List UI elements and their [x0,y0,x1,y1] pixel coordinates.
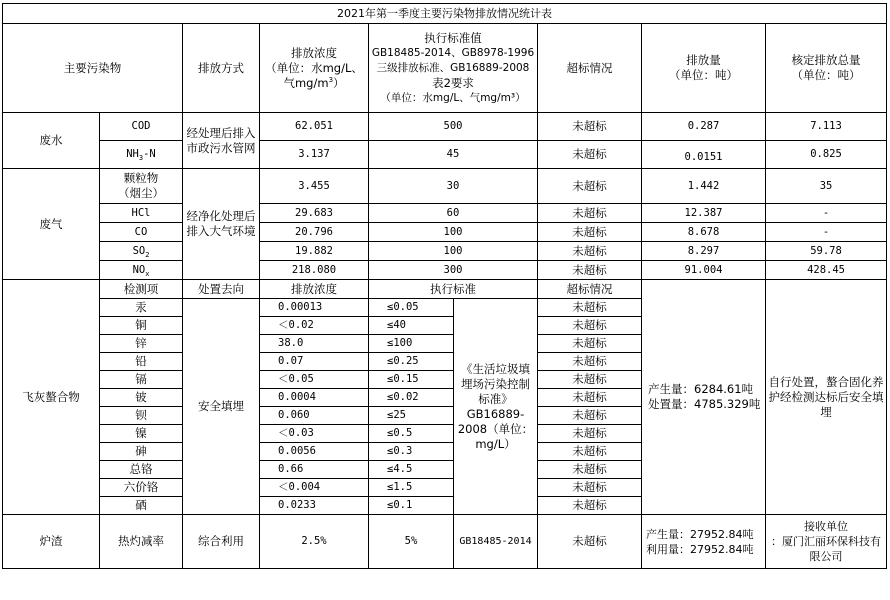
fa-conc: 0.66 [260,461,369,479]
slag-item: 热灼减率 [100,515,183,569]
ex-item: HCl [100,204,183,223]
fa-item: 硒 [100,497,183,515]
slag-amount: 产生量：27952.84吨 利用量：27952.84吨 [642,515,766,569]
ex-conc: 218.080 [260,261,369,280]
fa-conc: ＜0.02 [260,317,369,335]
ex-amount: 8.678 [642,223,766,242]
ex-exceed: 未超标 [538,261,642,280]
fa-item: 钡 [100,407,183,425]
header-approved: 核定排放总量 （单位：吨） [766,24,887,113]
table-title: 2021年第一季度主要污染物排放情况统计表 [3,4,887,24]
fa-limit: ≤0.05 [369,299,454,317]
header-amount: 排放量 （单位：吨） [642,24,766,113]
ww-item: COD [100,113,183,141]
category-slag: 炉渣 [3,515,100,569]
fa-exceed: 未超标 [538,461,642,479]
slag-std: GB18485-2014 [454,515,538,569]
emissions-table [2,3,887,569]
fa-limit: ≤0.1 [369,497,454,515]
fa-amount: 产生量：6284.61吨 处置量：4785.329吨 [642,280,766,515]
fa-exceed: 未超标 [538,317,642,335]
header-concentration: 排放浓度 （单位：水mg/L、 气$mg/m^3$） [260,24,369,113]
ex-approved: - [766,223,887,242]
header-method: 排放方式 [183,24,260,113]
ex-conc: 3.455 [260,169,369,204]
fa-limit: ≤4.5 [369,461,454,479]
fa-conc: ＜0.05 [260,371,369,389]
ex-approved: 428.45 [766,261,887,280]
fa-conc: 0.0056 [260,443,369,461]
ex-amount: 12.387 [642,204,766,223]
ex-exceed: 未超标 [538,204,642,223]
ex-exceed: 未超标 [538,242,642,261]
ex-amount: 8.297 [642,242,766,261]
fa-header-item: 检测项 [100,280,183,299]
fa-header-destination: 处置去向 [183,280,260,299]
fa-limit: ≤0.5 [369,425,454,443]
slag-exceed: 未超标 [538,515,642,569]
fa-item: 镉 [100,371,183,389]
ex-item: 颗粒物 （烟尘） [100,169,183,204]
ex-exceed: 未超标 [538,223,642,242]
ex-std: 30 [369,169,538,204]
ex-item: $SO_2$ [100,242,183,261]
fa-exceed: 未超标 [538,299,642,317]
slag-limit: 5% [369,515,454,569]
ex-std: 100 [369,223,538,242]
ww-conc: 3.137 [260,141,369,169]
ww-method: 经处理后排入市政污水管网 [183,113,260,169]
ex-amount: 1.442 [642,169,766,204]
fa-header-exceed: 超标情况 [538,280,642,299]
fa-item: 铍 [100,389,183,407]
fa-item: 镍 [100,425,183,443]
fa-conc: 0.0004 [260,389,369,407]
category-wastewater: 废水 [3,113,100,169]
slag-approved: 接收单位 ：厦门汇丽环保科技有限公司 [766,515,887,569]
fa-conc: 0.07 [260,353,369,371]
slag-method: 综合利用 [183,515,260,569]
fa-limit: ≤1.5 [369,479,454,497]
fa-limit: ≤40 [369,317,454,335]
fa-exceed: 未超标 [538,443,642,461]
fa-exceed: 未超标 [538,335,642,353]
ex-conc: 29.683 [260,204,369,223]
ww-approved: 0.825 [766,141,887,169]
ww-amount: 0.0151 [642,141,766,169]
header-pollutant: 主要污染物 [3,24,183,113]
ex-item: $NO_x$ [100,261,183,280]
ww-conc: 62.051 [260,113,369,141]
ex-exceed: 未超标 [538,169,642,204]
fa-exceed: 未超标 [538,497,642,515]
fa-limit: ≤100 [369,335,454,353]
fa-item: 总铬 [100,461,183,479]
ww-std: 500 [369,113,538,141]
fa-approved: 自行处置，螯合固化养护经检测达标后安全填埋 [766,280,887,515]
ex-conc: 19.882 [260,242,369,261]
ex-conc: 20.796 [260,223,369,242]
ex-approved: 35 [766,169,887,204]
ww-item: $NH_3-N$ [100,141,183,169]
fa-exceed: 未超标 [538,371,642,389]
fa-limit: ≤0.02 [369,389,454,407]
fa-conc: ＜0.004 [260,479,369,497]
fa-item: 铅 [100,353,183,371]
fa-item: 汞 [100,299,183,317]
fa-item: 砷 [100,443,183,461]
fa-limit: ≤0.15 [369,371,454,389]
fa-limit: ≤0.25 [369,353,454,371]
ex-method: 经净化处理后排入大气环境 [183,169,260,280]
category-exhaust: 废气 [3,169,100,280]
fa-standard-text: 《生活垃圾填埋场污染控制标准》GB16889-2008（单位：mg/L） [454,299,538,515]
ex-std: 100 [369,242,538,261]
ex-approved: 59.78 [766,242,887,261]
fa-exceed: 未超标 [538,425,642,443]
fa-exceed: 未超标 [538,407,642,425]
ex-std: 300 [369,261,538,280]
fa-limit: ≤25 [369,407,454,425]
ex-amount: 91.004 [642,261,766,280]
fa-conc: 0.060 [260,407,369,425]
ww-exceed: 未超标 [538,141,642,169]
fa-header-conc: 排放浓度 [260,280,369,299]
ex-approved: - [766,204,887,223]
fa-exceed: 未超标 [538,389,642,407]
header-standard: 执行标准值 GB18485-2014、GB8978-1996 三级排放标准、GB16889-2008 表2要求 （单位：水mg/L、气mg/m³） [369,24,538,113]
fa-conc: 0.0233 [260,497,369,515]
fa-conc: 38.0 [260,335,369,353]
ww-amount: 0.287 [642,113,766,141]
category-flyash: 飞灰螯合物 [3,280,100,515]
fa-header-std: 执行标准 [369,280,538,299]
ww-approved: 7.113 [766,113,887,141]
fa-item: 锌 [100,335,183,353]
fa-conc: ＜0.03 [260,425,369,443]
header-exceed: 超标情况 [538,24,642,113]
ww-std: 45 [369,141,538,169]
ww-exceed: 未超标 [538,113,642,141]
fa-destination: 安全填埋 [183,299,260,515]
fa-conc: 0.00013 [260,299,369,317]
fa-item: 六价铬 [100,479,183,497]
fa-exceed: 未超标 [538,353,642,371]
fa-exceed: 未超标 [538,479,642,497]
ex-std: 60 [369,204,538,223]
ex-item: CO [100,223,183,242]
fa-limit: ≤0.3 [369,443,454,461]
slag-conc: 2.5% [260,515,369,569]
fa-item: 铜 [100,317,183,335]
